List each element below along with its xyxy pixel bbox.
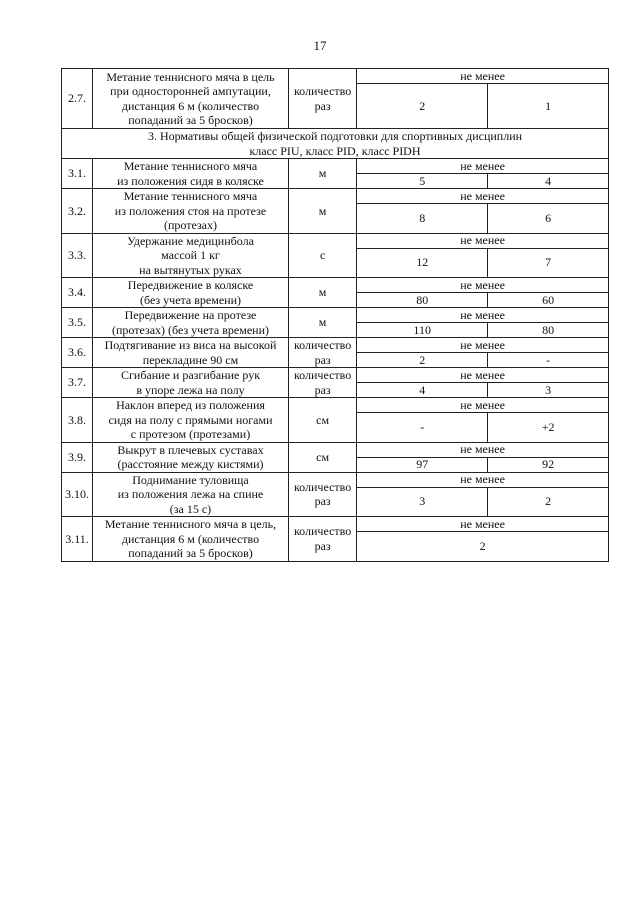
- value-1: 2: [357, 353, 488, 368]
- norm-header: не менее: [357, 69, 609, 84]
- row-number: 3.2.: [62, 189, 93, 234]
- exercise-name: Подтягивание из виса на высокой перекладине 90 см: [92, 338, 288, 368]
- norm-header: не менее: [357, 442, 609, 457]
- row-number: 2.7.: [62, 69, 93, 129]
- value-2: +2: [488, 413, 609, 442]
- table-row: [62, 338, 609, 353]
- unit: количество раз: [289, 368, 357, 398]
- value-2: 60: [488, 293, 609, 308]
- value-2: 6: [488, 204, 609, 233]
- value-2: -: [488, 353, 609, 368]
- value-combined: 2: [357, 532, 609, 561]
- row-number: 3.7.: [62, 368, 93, 398]
- norm-header: не менее: [357, 368, 609, 383]
- exercise-name: Метание теннисного мяча в цель при односторонней ампутации, дистанция 6 м (количество попаданий за 5 бросков): [92, 69, 288, 129]
- value-1: 2: [357, 84, 488, 129]
- value-1: 97: [357, 457, 488, 472]
- unit: количество раз: [289, 472, 357, 517]
- value-2: 80: [488, 323, 609, 338]
- row-number: 3.11.: [62, 517, 93, 562]
- row-number: 3.10.: [62, 472, 93, 517]
- unit: м: [289, 278, 357, 308]
- value-2: 1: [488, 84, 609, 129]
- norm-header: не менее: [357, 189, 609, 204]
- exercise-name: Поднимание туловища из положения лежа на спине (за 15 с): [92, 472, 288, 517]
- value-1: 12: [357, 248, 488, 277]
- row-number: 3.3.: [62, 233, 93, 278]
- row-number: 3.9.: [62, 442, 93, 472]
- value-1: 4: [357, 383, 488, 398]
- unit: м: [289, 308, 357, 338]
- unit: количество раз: [289, 338, 357, 368]
- exercise-name: Сгибание и разгибание рук в упоре лежа на полу: [92, 368, 288, 398]
- section-title: 3. Нормативы общей физической подготовки для спортивных дисциплин класс PIU, класс PID, класс PIDH: [62, 129, 609, 159]
- page-number: 17: [313, 38, 327, 53]
- norm-header: не менее: [357, 308, 609, 323]
- value-2: 3: [488, 383, 609, 398]
- table-row: [62, 368, 609, 383]
- exercise-name: Метание теннисного мяча из положения стоя на протезе (протезах): [92, 189, 288, 234]
- norm-header: не менее: [357, 338, 609, 353]
- norms-table: [61, 68, 609, 562]
- unit: см: [289, 442, 357, 472]
- value-2: 7: [488, 248, 609, 277]
- unit: количество раз: [289, 69, 357, 129]
- unit: с: [289, 233, 357, 278]
- norm-header: не менее: [357, 472, 609, 487]
- value-2: 2: [488, 487, 609, 516]
- value-1: 3: [357, 487, 488, 516]
- unit: см: [289, 398, 357, 443]
- value-1: -: [357, 413, 488, 442]
- exercise-name: Метание теннисного мяча из положения сидя в коляске: [92, 159, 288, 189]
- norm-header: не менее: [357, 278, 609, 293]
- table-row: [62, 398, 609, 413]
- value-2: 92: [488, 457, 609, 472]
- table-row: [62, 189, 609, 204]
- section-row: [62, 129, 609, 159]
- norm-header: не менее: [357, 159, 609, 174]
- row-number: 3.4.: [62, 278, 93, 308]
- table-row: [62, 69, 609, 84]
- norm-header: не менее: [357, 398, 609, 413]
- exercise-name: Передвижение в коляске (без учета времени): [92, 278, 288, 308]
- table-row: [62, 233, 609, 248]
- table-row: [62, 159, 609, 174]
- row-number: 3.6.: [62, 338, 93, 368]
- table-row: [62, 517, 609, 532]
- value-1: 110: [357, 323, 488, 338]
- value-2: 4: [488, 174, 609, 189]
- table-row: [62, 308, 609, 323]
- norm-header: не менее: [357, 517, 609, 532]
- value-1: 5: [357, 174, 488, 189]
- value-1: 8: [357, 204, 488, 233]
- unit: м: [289, 159, 357, 189]
- row-number: 3.5.: [62, 308, 93, 338]
- value-1: 80: [357, 293, 488, 308]
- exercise-name: Выкрут в плечевых суставах (расстояние между кистями): [92, 442, 288, 472]
- table-row: [62, 472, 609, 487]
- exercise-name: Метание теннисного мяча в цель, дистанция 6 м (количество попаданий за 5 бросков): [92, 517, 288, 562]
- exercise-name: Удержание медицинбола массой 1 кг на вытянутых руках: [92, 233, 288, 278]
- row-number: 3.8.: [62, 398, 93, 443]
- unit: количество раз: [289, 517, 357, 562]
- table-row: [62, 442, 609, 457]
- norm-header: не менее: [357, 233, 609, 248]
- table-row: [62, 278, 609, 293]
- row-number: 3.1.: [62, 159, 93, 189]
- exercise-name: Передвижение на протезе (протезах) (без учета времени): [92, 308, 288, 338]
- unit: м: [289, 189, 357, 234]
- exercise-name: Наклон вперед из положения сидя на полу с прямыми ногами с протезом (протезами): [92, 398, 288, 443]
